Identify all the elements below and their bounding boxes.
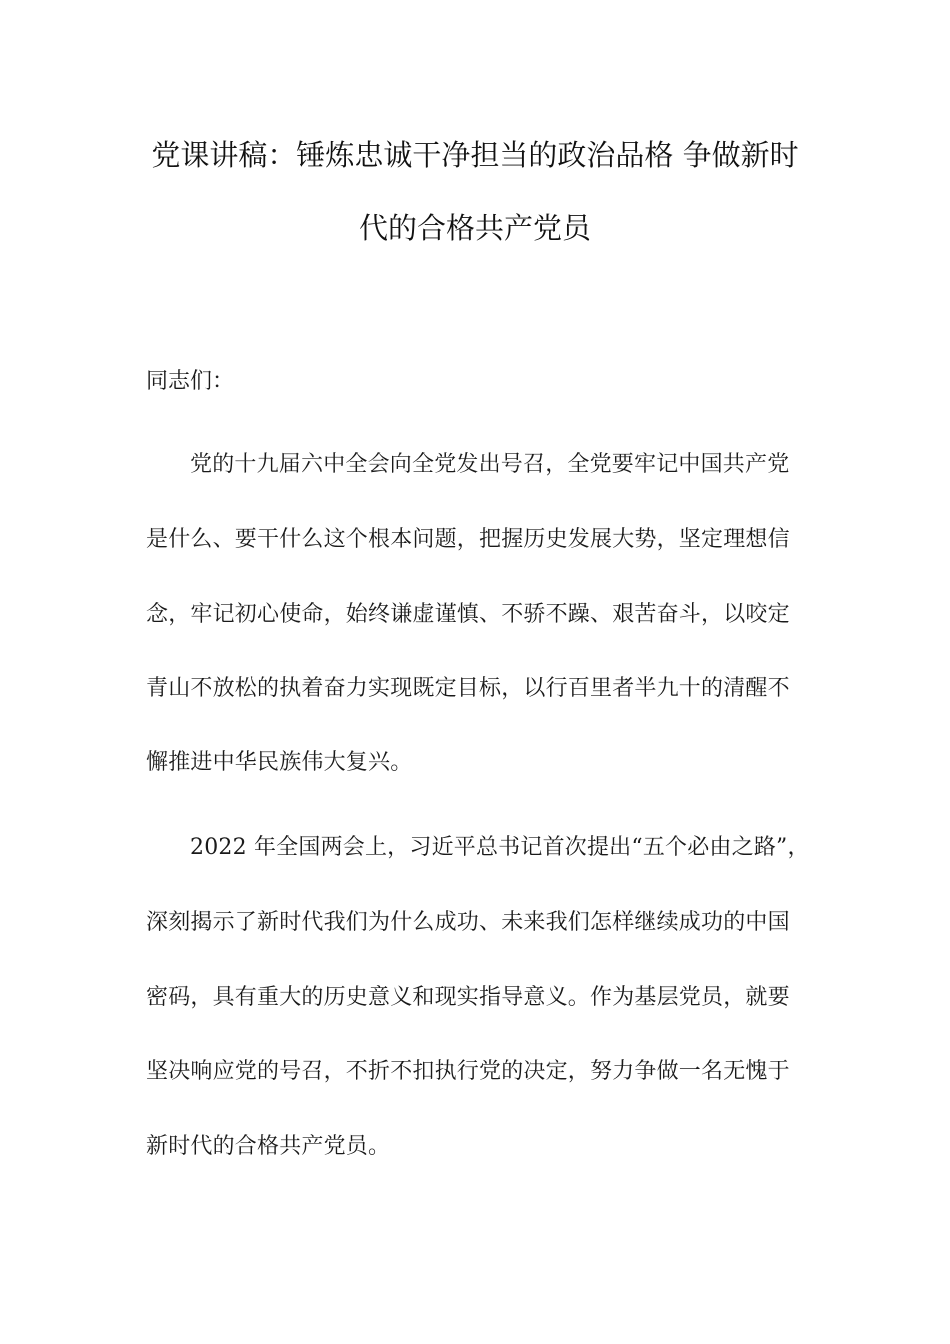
paragraph-1-line-4: 青山不放松的执着奋力实现既定目标，以行百里者半九十的清醒不 [146, 676, 790, 701]
paragraph-2-line-1: 2022 年全国两会上，习近平总书记首次提出“五个必由之路”， [190, 835, 810, 860]
paragraph-2-line-5: 新时代的合格共产党员。 [146, 1134, 391, 1159]
paragraph-1-line-2: 是什么、要干什么这个根本问题，把握历史发展大势，坚定理想信 [146, 527, 790, 552]
paragraph-1-line-5: 懈推进中华民族伟大复兴。 [146, 750, 413, 775]
paragraph-2-line-4: 坚决响应党的号召，不折不扣执行党的决定，努力争做一名无愧于 [146, 1059, 790, 1084]
document-title-line-2: 代的合格共产党员 [358, 211, 591, 245]
salutation: 同志们： [146, 369, 235, 394]
paragraph-2-line-2: 深刻揭示了新时代我们为什么成功、未来我们怎样继续成功的中国 [146, 910, 790, 935]
document-title-line-1: 党课讲稿：锤炼忠诚干净担当的政治品格 争做新时 [151, 138, 799, 172]
paragraph-1-line-1: 党的十九届六中全会向全党发出号召，全党要牢记中国共产党 [190, 452, 790, 477]
paragraph-2-line-3: 密码，具有重大的历史意义和现实指导意义。作为基层党员，就要 [146, 985, 790, 1010]
paragraph-1-line-3: 念，牢记初心使命，始终谦虚谨慎、不骄不躁、艰苦奋斗，以咬定 [146, 602, 790, 627]
